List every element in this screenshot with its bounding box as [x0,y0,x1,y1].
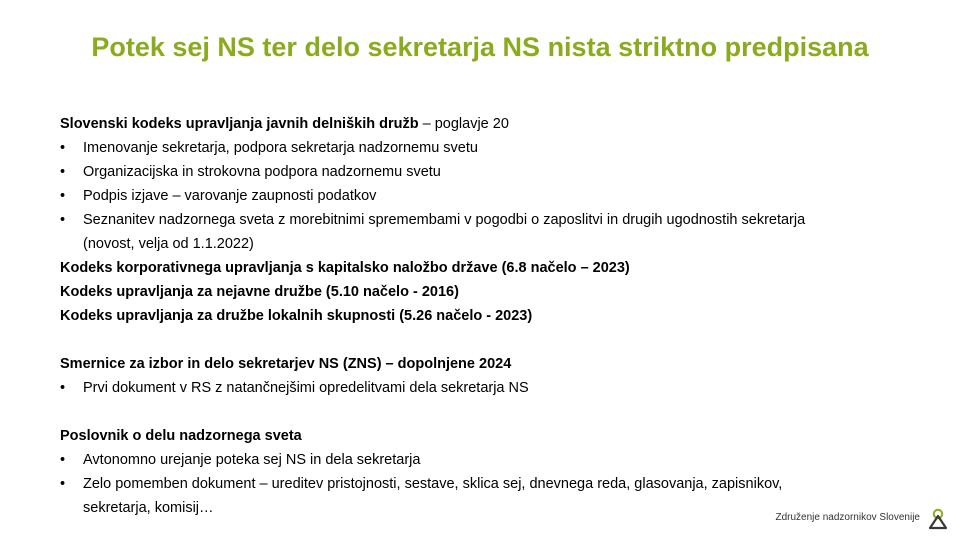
section-heading-smernice: Smernice za izbor in delo sekretarjev NS (ZNS) – dopolnjene 2024 [60,356,512,372]
list-item-continuation: sekretarja, komisij… [83,500,214,516]
list-item [60,448,920,472]
list-item-continuation: (novost, velja od 1.1.2022) [83,236,254,252]
spacer [60,328,920,352]
list-item [60,376,920,400]
section-heading-poslovnik: Poslovnik o delu nadzornega sveta [60,428,302,444]
list-item [60,208,920,232]
list-item [60,136,920,160]
list-item-text: Prvi dokument v RS z natančnejšimi opredelitvami dela sekretarja NS [83,380,529,396]
zns-triangle-logo-icon [928,508,948,530]
spacer [60,400,920,424]
section-heading-kodeks-drzave: Kodeks korporativnega upravljanja s kapitalsko naložbo države (6.8 načelo – 2023) [60,260,630,276]
list-item-text: Avtonomno urejanje poteka sej NS in dela sekretarja [83,452,421,468]
bullet-marker: • [60,452,66,468]
list-item [60,472,920,496]
list-item-text: Zelo pomemben dokument – ureditev pristojnosti, sestave, sklica sej, dnevnega reda, glasovanja, zapisnikov, [83,476,783,492]
list-item [60,160,920,184]
list-item-text: Podpis izjave – varovanje zaupnosti podatkov [83,188,377,204]
bullet-marker: • [60,188,66,204]
section-heading-slovenski-kodeks [60,112,920,136]
section-heading-bold: Slovenski kodeks upravljanja javnih delniških družb [60,116,419,132]
bullet-marker: • [60,164,66,180]
list-item-text: Seznanitev nadzornega sveta z morebitnimi spremembami v pogodbi o zaposlitvi in drugih ugodnostih sekretarja [83,212,806,228]
bullet-marker: • [60,476,66,492]
bullet-marker: • [60,212,66,228]
list-item-text: Imenovanje sekretarja, podpora sekretarja nadzornemu svetu [83,140,478,156]
section-heading-kodeks-lokalne: Kodeks upravljanja za družbe lokalnih skupnosti (5.26 načelo - 2023) [60,308,533,324]
bullet-marker: • [60,140,66,156]
slide-content [60,112,920,520]
logo-triangle [930,516,946,528]
bullet-marker: • [60,380,66,396]
list-item-text: Organizacijska in strokovna podpora nadzornemu svetu [83,164,441,180]
section-heading-suffix: – poglavje 20 [418,116,509,132]
list-item [60,184,920,208]
slide-title: Potek sej NS ter delo sekretarja NS nista striktno predpisana [91,32,869,62]
footer-org-name: Združenje nadzornikov Slovenije [775,512,920,523]
section-heading-kodeks-nejavne: Kodeks upravljanja za nejavne družbe (5.10 načelo - 2016) [60,284,459,300]
